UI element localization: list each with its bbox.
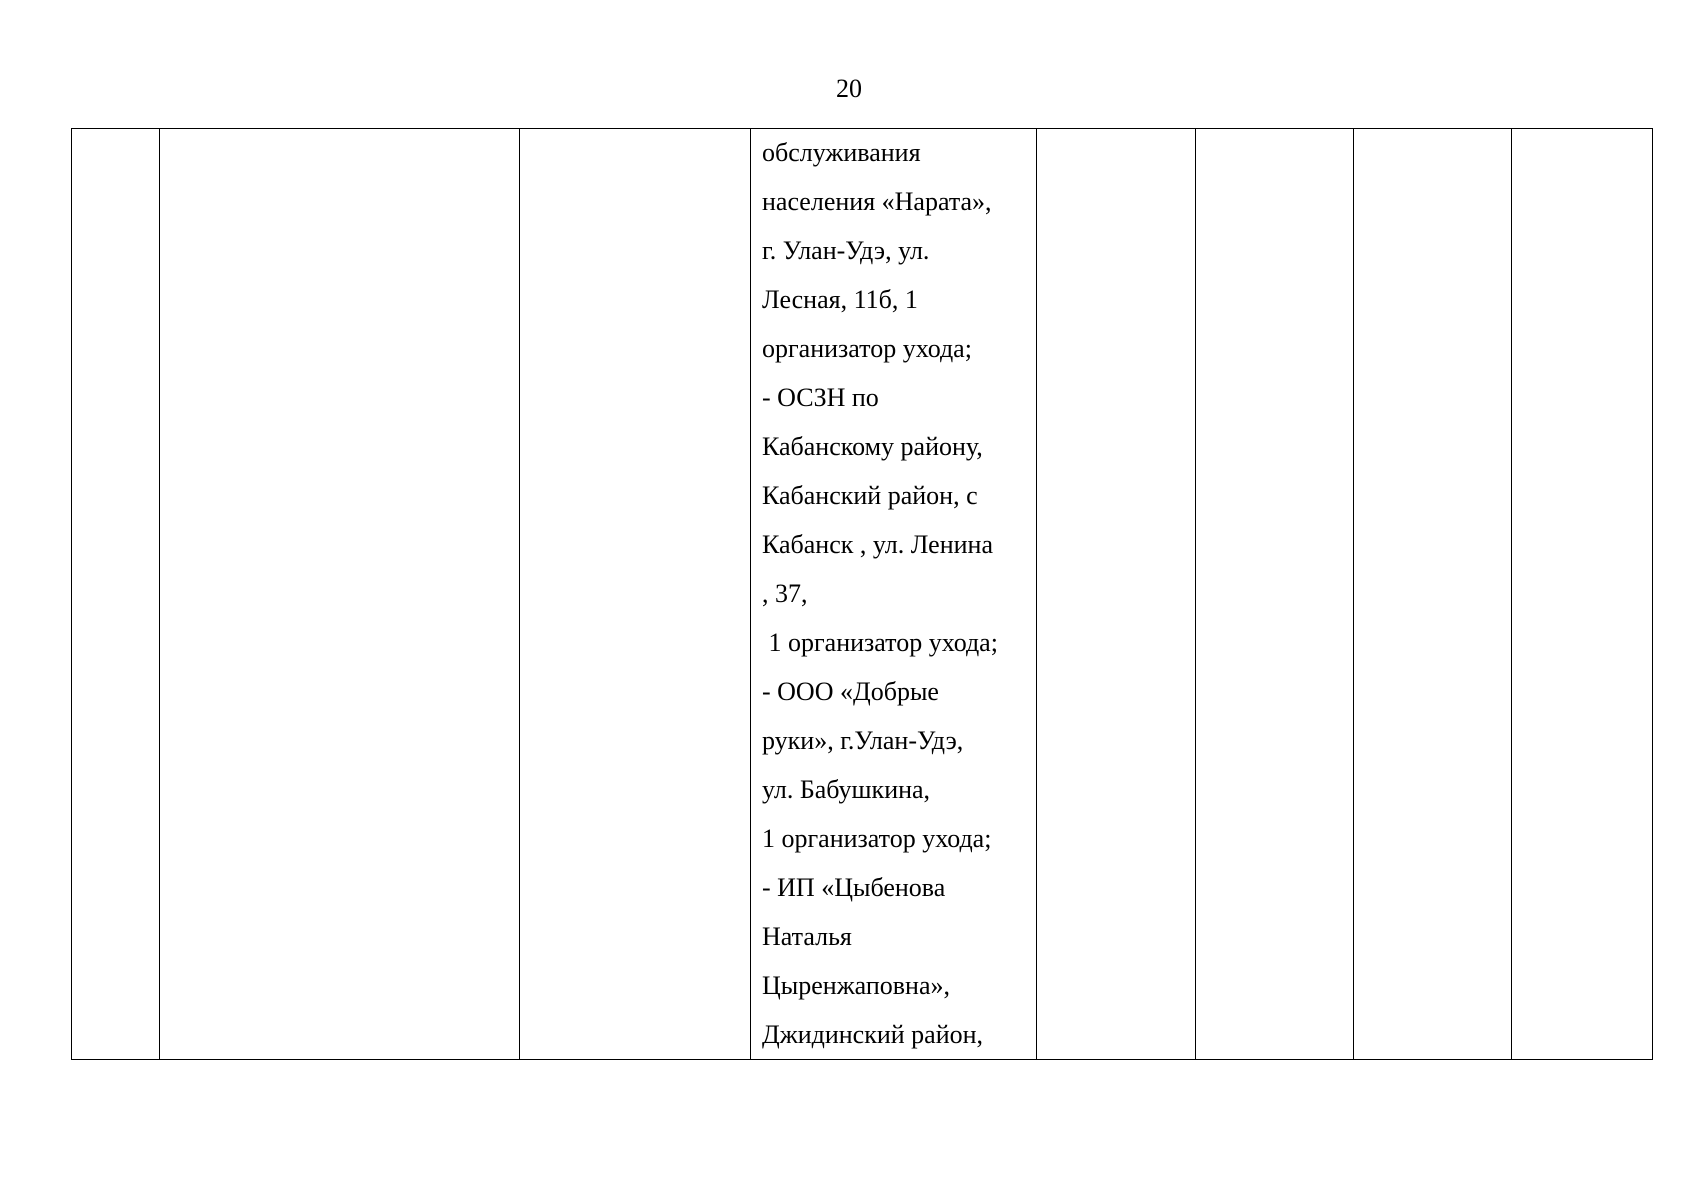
table-cell-6 xyxy=(1196,129,1354,1060)
address-line: обслуживания xyxy=(762,138,921,167)
address-cell-text xyxy=(751,128,1036,1059)
table-cell-3 xyxy=(520,129,751,1060)
address-line: руки», г.Улан-Удэ, xyxy=(762,726,964,755)
address-line: Кабанск , ул. Ленина xyxy=(762,530,994,559)
address-line: - ООО «Добрые xyxy=(762,677,939,706)
address-line: организатор ухода; xyxy=(762,334,972,363)
table-cell-1 xyxy=(72,129,160,1060)
table-row xyxy=(72,129,1653,1060)
address-line: 1 организатор ухода; xyxy=(762,824,992,853)
table-cell-8 xyxy=(1512,129,1653,1060)
table-cell-2 xyxy=(160,129,520,1060)
address-line: Наталья xyxy=(762,922,852,951)
continuation-table xyxy=(71,128,1653,1060)
address-line: Кабанскому району, xyxy=(762,432,983,461)
address-line: - ИП «Цыбенова xyxy=(762,873,946,902)
table-cell-5 xyxy=(1037,129,1196,1060)
address-line: г. Улан-Удэ, ул. xyxy=(762,236,930,265)
page-number: 20 xyxy=(836,74,862,103)
address-line: Цыренжаповна», xyxy=(762,971,951,1000)
address-line: , 37, xyxy=(762,579,808,608)
address-line: ул. Бабушкина, xyxy=(762,775,931,804)
address-line: Кабанский район, с xyxy=(762,481,978,510)
table-cell-7 xyxy=(1354,129,1512,1060)
address-line: 1 организатор ухода; xyxy=(762,628,998,657)
address-line: Джидинский район, xyxy=(762,1020,984,1049)
address-line: Лесная, 11б, 1 xyxy=(762,285,918,314)
address-line: - ОСЗН по xyxy=(762,383,879,412)
address-line: населения «Нарата», xyxy=(762,187,992,216)
table-cell-address xyxy=(751,129,1037,1060)
